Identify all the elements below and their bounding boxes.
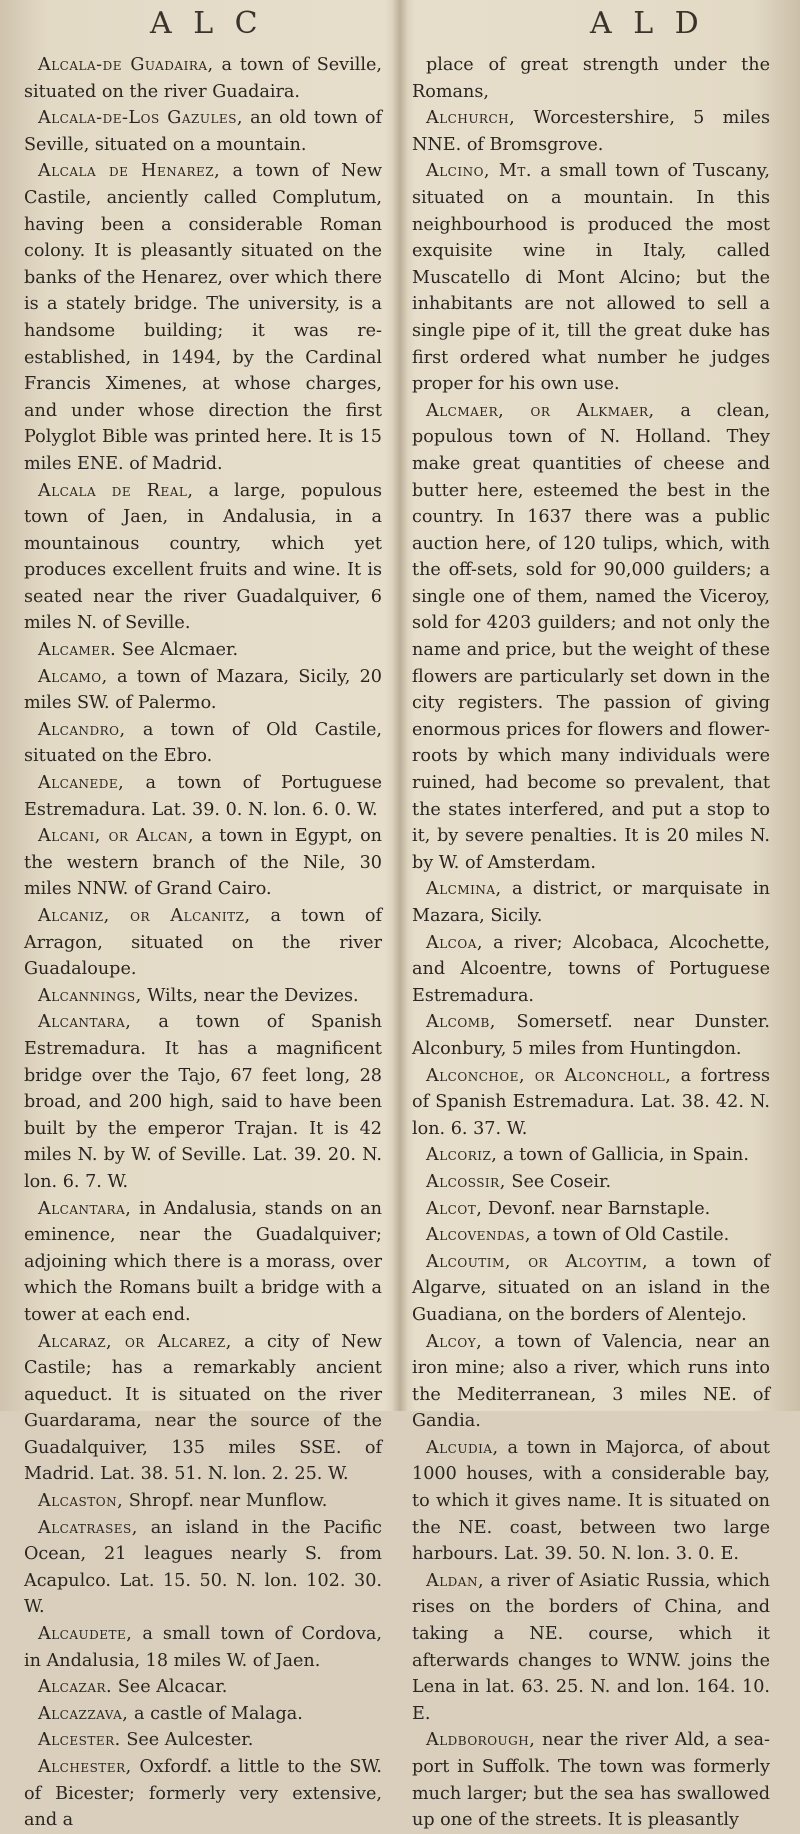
- entry-text: a town of Gallicia, in Spain.: [497, 1145, 749, 1166]
- entry-text: a large, populous town of Jaen, in Andalusia, in a mountainous country, which yet produces excellent fruits and wine. It is seated near the river Guadalquiver, 6 miles N. of Seville.: [24, 480, 382, 634]
- entry-text: a town of Algarve, situated on an island in the Guadiana, on the borders of Alentejo.: [412, 1251, 770, 1325]
- entry-headword: Alcossir,: [426, 1171, 506, 1192]
- entry-text: Oxfordf. a little to the SW. of Bicester; formerly very extensive, and a: [24, 1757, 382, 1831]
- entry-text: a town in Majorca, of about 1000 houses, with a considerable bay, to which it gives name. It is situated on the NE. coast, between two large harbours. Lat. 39. 50. N. lon. 3. 0. E.: [412, 1437, 770, 1565]
- gazetteer-entry: [24, 664, 382, 717]
- gazetteer-entry: [24, 1727, 382, 1754]
- entry-headword: Aldan,: [426, 1570, 485, 1591]
- entry-headword: Alcino, Mt.: [426, 161, 533, 182]
- entry-text: See Alcacar.: [112, 1677, 228, 1698]
- gazetteer-entry: [412, 1329, 770, 1435]
- running-head-left: A L C: [150, 6, 264, 41]
- entry-headword: Alcudia,: [426, 1437, 499, 1458]
- entry-text: in Andalusia, stands on an eminence, near the Guadalquiver; adjoining which there is a morass, over which the Romans built a bridge with a tower at each end.: [24, 1198, 382, 1325]
- entry-text: a town of Mazara, Sicily, 20 miles SW. of Palermo.: [24, 666, 382, 714]
- entry-headword: Alcaudete,: [38, 1624, 133, 1645]
- gazetteer-entry: [24, 1754, 382, 1834]
- entry-text: a town of Valencia, near an iron mine; also a river, which runs into the Mediterranean, 3 miles NE. of Gandia.: [412, 1331, 770, 1432]
- entry-headword: Alcester.: [38, 1730, 121, 1751]
- left-column: [24, 52, 382, 1834]
- entry-headword: Alcamer.: [38, 640, 117, 661]
- entry-text: Somersetf. near Dunster. Alconbury, 5 miles from Huntingdon.: [412, 1012, 770, 1059]
- entry-text: a town of Portuguese Estremadura. Lat. 39. 0. N. lon. 6. 0. W.: [24, 773, 382, 820]
- gazetteer-entry: [412, 52, 770, 105]
- gazetteer-entry: [24, 1329, 382, 1489]
- entry-headword: Alcatrases,: [38, 1517, 138, 1538]
- entry-text: a town of New Castile, anciently called Complutum, having been a considerable Roman colony. It is pleasantly situated on the banks of the Henarez, over which there is a stately bridge. The university, is a handsome building; it was re-established, in 1494, by the Cardinal Francis Ximenes, at whose charges, and under whose direction the first Polyglot Bible was printed here. It is 15 miles ENE. of Madrid.: [24, 161, 382, 474]
- entry-headword: Alcovendas,: [426, 1225, 532, 1246]
- entry-headword: Alcoa,: [426, 932, 483, 953]
- entry-headword: Alchester,: [38, 1757, 132, 1777]
- gazetteer-entry: [24, 770, 382, 823]
- entry-text: an island in the Pacific Ocean, 21 leagues nearly S. from Acapulco. Lat. 15. 50. N. lon. 102. 30. W.: [24, 1517, 382, 1618]
- gazetteer-entry: [412, 930, 770, 1010]
- entry-headword: Alcantara,: [38, 1012, 132, 1033]
- entry-text: a town of Old Castile, situated on the Ebro.: [24, 719, 382, 767]
- entry-headword: Alcmina,: [426, 879, 502, 900]
- gazetteer-entry: [412, 1142, 770, 1169]
- entry-text: See Coseir.: [505, 1171, 612, 1192]
- entry-text: a river of Asiatic Russia, which rises on the borders of China, and taking a NE. course, which it afterwards changes to WNW. joins the Lena in lat. 63. 25. N. and lon. 164. 10. E.: [412, 1570, 770, 1724]
- entry-text: a fortress of Spanish Estremadura. Lat. 38. 42. N. lon. 6. 37. W.: [412, 1065, 770, 1139]
- gazetteer-entry: [24, 105, 382, 158]
- gazetteer-entry: [24, 903, 382, 983]
- entry-text: a town of Spanish Estremadura. It has a magnificent bridge over the Tajo, 67 feet long, 28 broad, and 200 high, said to have been built by the emperor Trajan. It is 42 miles N. by W. of Seville. Lat. 39. 20. N. lon. 6. 7. W.: [24, 1012, 382, 1192]
- entry-text: a small town of Tuscany, situated on a mountain. In this neighbourhood is produced the most exquisite wine in Italy, called Muscatello di Mont Alcino; but the inhabitants are not allowed to sell a single pipe of it, till the great duke has first ordered what number he judges proper for his own use.: [412, 161, 771, 395]
- entry-text: near the river Ald, a sea-port in Suffolk. The town was formerly much larger; but the sea has swallowed up one of the streets. It is pleasantly: [412, 1730, 770, 1831]
- entry-headword: Alcaston,: [38, 1491, 124, 1512]
- gazetteer-entry: [24, 823, 382, 903]
- entry-text: a river; Alcobaca, Alcochette, and Alcoentre, towns of Portuguese Estremadura.: [412, 932, 770, 1006]
- entry-text: Devonf. near Barnstaple.: [482, 1198, 711, 1219]
- entry-headword: Alcmaer, or Alkmaer,: [426, 400, 655, 421]
- entry-headword: Alcoutim, or Alcoytim,: [426, 1251, 649, 1272]
- entry-headword: Alcaraz, or Alcarez,: [38, 1331, 232, 1352]
- entry-headword: Alcandro,: [38, 719, 126, 740]
- entry-headword: Aldborough,: [426, 1730, 536, 1751]
- right-column: [412, 52, 770, 1834]
- gazetteer-entry: [412, 1063, 770, 1143]
- gazetteer-entry: [412, 1568, 770, 1728]
- entry-text: Shropf. near Munflow.: [123, 1491, 328, 1512]
- entry-headword: Alcot,: [426, 1198, 483, 1219]
- gazetteer-entry: [24, 1674, 382, 1701]
- entry-text: Worcestershire, 5 miles NNE. of Bromsgrove.: [412, 108, 770, 155]
- entry-headword: Alcala de Henarez,: [38, 161, 221, 182]
- entry-text: a district, or marquisate in Mazara, Sicily.: [412, 879, 770, 926]
- entry-text: an old town of Seville, situated on a mountain.: [24, 108, 382, 155]
- gazetteer-entry: [412, 1435, 770, 1568]
- entry-text: See Aulcester.: [120, 1730, 254, 1751]
- gazetteer-entry: [24, 637, 382, 664]
- gazetteer-entry: [412, 105, 770, 158]
- gazetteer-entry: [24, 1515, 382, 1621]
- entry-headword: Alcazar.: [38, 1677, 113, 1698]
- gazetteer-entry: [412, 1727, 770, 1833]
- entry-headword: Alcoriz,: [426, 1145, 498, 1166]
- gazetteer-entry: [24, 1488, 382, 1515]
- gazetteer-entry: [24, 717, 382, 770]
- gutter-shadow: [392, 0, 408, 1411]
- gazetteer-entry: [412, 1249, 770, 1329]
- entry-text: a small town of Cordova, in Andalusia, 18 miles W. of Jaen.: [24, 1624, 382, 1671]
- entry-headword: Alcantara,: [38, 1198, 132, 1219]
- entry-text: a town in Egypt, on the western branch of the Nile, 30 miles NNW. of Grand Cairo.: [24, 826, 383, 900]
- entry-headword: Alcani, or Alcan,: [38, 826, 194, 847]
- entry-headword: Alcazzava,: [38, 1703, 129, 1724]
- gazetteer-entry: [24, 478, 382, 638]
- entry-headword: Alcala-de-Los Gazules,: [38, 108, 244, 129]
- entry-text: Wilts, near the Devizes.: [141, 985, 359, 1006]
- entry-text: See Alcmaer.: [116, 640, 239, 661]
- entry-headword: Alconchoe, or Alconcholl,: [426, 1065, 672, 1086]
- gazetteer-entry: [412, 1009, 770, 1062]
- gazetteer-entry: [24, 158, 382, 477]
- entry-text: place of great strength under the Romans,: [412, 55, 770, 102]
- gazetteer-entry: [412, 1222, 770, 1249]
- gazetteer-entry: [412, 1169, 770, 1196]
- gazetteer-entry: [412, 1196, 770, 1223]
- entry-headword: Alcannings,: [38, 985, 142, 1006]
- gazetteer-entry: [24, 983, 382, 1010]
- gazetteer-entry: [24, 1196, 382, 1329]
- gazetteer-entry: [24, 1701, 382, 1728]
- gazetteer-entry: [24, 1009, 382, 1195]
- entry-headword: Alcala-de Guadaira,: [38, 55, 214, 75]
- entry-headword: Alcomb,: [426, 1012, 496, 1033]
- gazetteer-entry: [412, 876, 770, 929]
- entry-text: a town of Old Castile.: [531, 1225, 730, 1246]
- entry-headword: Alcamo,: [38, 666, 108, 687]
- gazetteer-entry: [24, 52, 382, 105]
- entry-text: a town of Arragon, situated on the river Guadaloupe.: [24, 906, 382, 980]
- entry-headword: Alcanede,: [38, 773, 125, 794]
- entry-headword: Alcala de Real,: [38, 480, 194, 501]
- entry-headword: Alcaniz, or Alcanitz,: [38, 906, 251, 926]
- entry-text: a city of New Castile; has a remarkably ancient aqueduct. It is situated on the river Guardarama, near the source of the Guadalquiver, 135 miles SSE. of Madrid. Lat. 38. 51. N. lon. 2. 25. W.: [24, 1331, 382, 1485]
- gazetteer-entry: [412, 398, 770, 877]
- gazetteer-entry: [24, 1621, 382, 1674]
- entry-text: a town of Seville, situated on the river Guadaira.: [24, 55, 382, 102]
- entry-headword: Alchurch,: [426, 108, 516, 129]
- entry-headword: Alcoy,: [426, 1331, 483, 1352]
- entry-text: a castle of Malaga.: [128, 1703, 303, 1724]
- entry-text: a clean, populous town of N. Holland. They make great quantities of cheese and butter here, esteemed the best in the country. In 1637 there was a public auction here, of 120 tulips, which, with the off-sets, sold for 90,000 guilders; a single one of them, named the Viceroy, sold for 4203 guilders; and not only the name and price, but the weight of these flowers are particularly set down in the city registers. The passion of giving enormous prices for flowers and flower-roots by which many individuals were ruined, had become so prevalent, that the states interfered, and put a stop to it, by severe penalties. It is 20 miles N. by W. of Amsterdam.: [412, 400, 770, 873]
- gazetteer-entry: [412, 158, 770, 397]
- running-head-right: A L D: [590, 6, 705, 41]
